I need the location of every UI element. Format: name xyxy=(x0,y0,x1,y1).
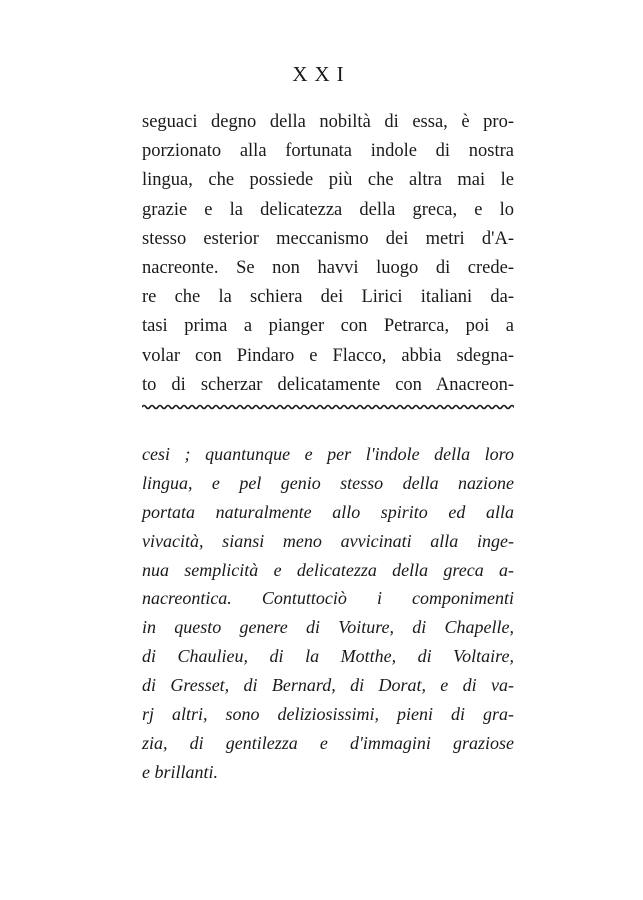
page-number: XXI xyxy=(292,62,351,86)
footnote-line: cesi ; quantunque e per l'indole della loro xyxy=(142,444,514,464)
main-text-line: stesso esterior meccanismo dei metri d'A- xyxy=(142,228,514,249)
footnote-line: in questo genere di Voiture, di Chapelle, xyxy=(142,617,514,638)
main-text-line: to di scherzar delicatamente con Anacreon- xyxy=(142,374,514,395)
footnote-line: vivacità, siansi meno avvicinati alla inge- xyxy=(142,530,514,551)
main-text-line: tasi prima a pianger con Petrarca, poi a xyxy=(142,316,514,337)
footnote-line: di Gresset, di Bernard, di Dorat, e di va- xyxy=(142,675,514,696)
wavy-separator xyxy=(142,400,514,414)
footnote-line: zia, di gentilezza e d'immagini graziose xyxy=(142,732,514,753)
main-text-line: lingua, che possiede più che altra mai le xyxy=(142,170,514,191)
footnote-line: nua semplicità e delicatezza della greca a- xyxy=(142,559,514,580)
footnote-line: nacreontica. Contuttociò i componimenti xyxy=(142,588,514,609)
footnote-line: portata naturalmente allo spirito ed alla xyxy=(142,501,514,522)
main-text-line: volar con Pindaro e Flacco, abbia sdegna- xyxy=(142,345,514,366)
footnote-line: lingua, e pel genio stesso della nazione xyxy=(142,472,514,493)
footnote-block xyxy=(142,440,514,787)
main-text-line: nacreonte. Se non havvi luogo di crede- xyxy=(142,257,514,278)
main-text-line: grazie e la delicatezza della greca, e lo xyxy=(142,199,514,220)
main-text-line: seguaci degno della nobiltà di essa, è pro- xyxy=(142,112,514,132)
main-text-block xyxy=(142,108,514,400)
footnote-line: rj altri, sono deliziosissimi, pieni di gra- xyxy=(142,704,514,725)
main-text-line: porzionato alla fortunata indole di nostra xyxy=(142,141,514,162)
footnote-line: di Chaulieu, di la Motthe, di Voltaire, xyxy=(142,646,514,667)
main-text-line: re che la schiera dei Lirici italiani da- xyxy=(142,287,514,308)
wavy-rule-ornament xyxy=(142,400,514,414)
footnote-line: e brillanti. xyxy=(142,761,218,782)
